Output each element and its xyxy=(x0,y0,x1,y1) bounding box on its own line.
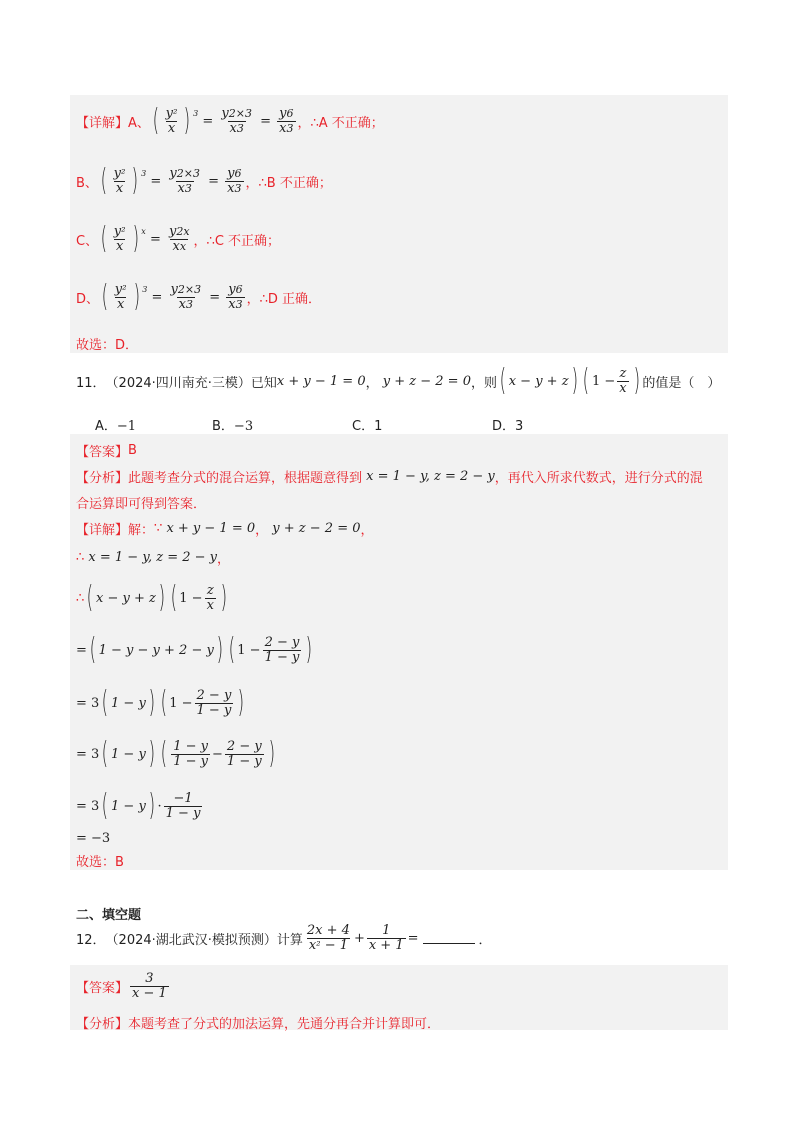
d-conclusion: ，∴D 正确． xyxy=(246,291,322,307)
q11-detail-line1: 【详解】 解： ∵ x + y − 1 = 0 ， y + z − 2 = 0 ， xyxy=(76,520,374,538)
q11-detail-line2: ∴ x = 1 − y, z = 2 − y ， xyxy=(76,549,231,567)
option-b-prefix: B、 xyxy=(76,175,98,191)
q11-source: （2024·四川南充·三模）已知 xyxy=(105,375,277,391)
q11-step2: = ( 1 − y − y + 2 − y ) ( 1 − $\frac{2 - y}{1 - y}$ ) xyxy=(76,632,313,667)
q11-answer: 【答案】 B xyxy=(76,442,137,460)
question-12: 12． （2024·湖北武汉·模拟预测）计算 $\frac{2x + 4}{\text{x² − 1}}$ + $\frac{1}{x + 1}$ = ． xyxy=(76,922,492,953)
q11-analysis-line2: 合运算即可得到答案． xyxy=(76,496,207,512)
q11-analysis-line1: 【分析】 此题考查分式的混合运算，根据题意得到 x = 1 − y, z = 2 − y ，再代入所求代数式，进行分式的混 xyxy=(76,468,703,486)
detail-head: 【详解】 xyxy=(76,115,129,131)
q11-ask: 的值是（ ） xyxy=(642,375,721,391)
option-d-prefix: D、 xyxy=(76,291,100,307)
q11-step1: ∴ ( x − y + z ) ( 1 − $\frac{z}{x}$ ) xyxy=(76,580,228,615)
q11-number: 11． xyxy=(76,375,106,391)
q11-step4: = 3 ( 1 − y ) ( $\frac{1 - y}{1 - y}$ − $\frac{2 - y}{1 - y}$ ) xyxy=(76,736,275,771)
q12-analysis: 【分析】 本题考查了分式的加法运算，先通分再合并计算即可． xyxy=(76,1016,441,1032)
option-c: C．1 xyxy=(352,419,383,434)
b-conclusion: ，∴B 不正确； xyxy=(245,175,332,191)
c-conclusion: ，∴C 不正确； xyxy=(193,233,281,249)
q12-answer: 【答案】 $\frac{3}{x - 1}$ xyxy=(76,970,167,1001)
detail-line-d: D、 ( $\frac{\text{y²}}{x}$ ) 3 = $\frac{y2\times 3}{x3}$ = $\frac{y6}{x3}$ ，∴D 正确． xyxy=(76,279,322,314)
option-c-prefix: C、 xyxy=(76,233,99,249)
question-11: 11． （2024·四川南充·三模）已知 x + y − 1 = 0 ， y + z − 2 = 0 ，则 ( x − y + z ) ( 1 − $\frac{z}{x}$ ) 的值是（ ） xyxy=(76,363,721,398)
option-d: D．3 xyxy=(492,419,524,434)
option-a-prefix: A、 xyxy=(128,115,150,131)
choice-d: 故选：D． xyxy=(76,337,139,353)
q11-step3: = 3 ( 1 − y ) ( 1 − $\frac{2 - y}{1 - y}$ ) xyxy=(76,685,245,720)
detail-line-b: B、 ( $\frac{\text{y²}}{x}$ ) 3 = $\frac{y2\times 3}{x3}$ = $\frac{y6}{x3}$ ，∴B 不正确； xyxy=(76,163,332,198)
q11-result: = −3 xyxy=(76,830,111,846)
option-a: A．−1 xyxy=(95,419,137,434)
detail-line-c: C、 ( $\frac{\text{y²}}{x}$ ) x = $\frac{y2x}{xx}$ ，∴C 不正确； xyxy=(76,221,281,256)
q11-step5: = 3 ( 1 − y ) · $\frac{-1}{1 - y}$ xyxy=(76,788,201,823)
answer-blank xyxy=(423,933,475,944)
option-b: B．−3 xyxy=(212,419,254,434)
detail-line-a: 【详解】 A、 ( $\frac{\text{y²}}{x}$ ) 3 = $\frac{y2\times 3}{x3}$ = $\frac{y6}{x3}$ ，∴A 不正确； xyxy=(76,103,384,138)
q11-choice: 故选：B xyxy=(76,854,124,870)
a-conclusion: ，∴A 不正确； xyxy=(297,115,384,131)
section-title: 二、填空题 xyxy=(76,907,142,923)
